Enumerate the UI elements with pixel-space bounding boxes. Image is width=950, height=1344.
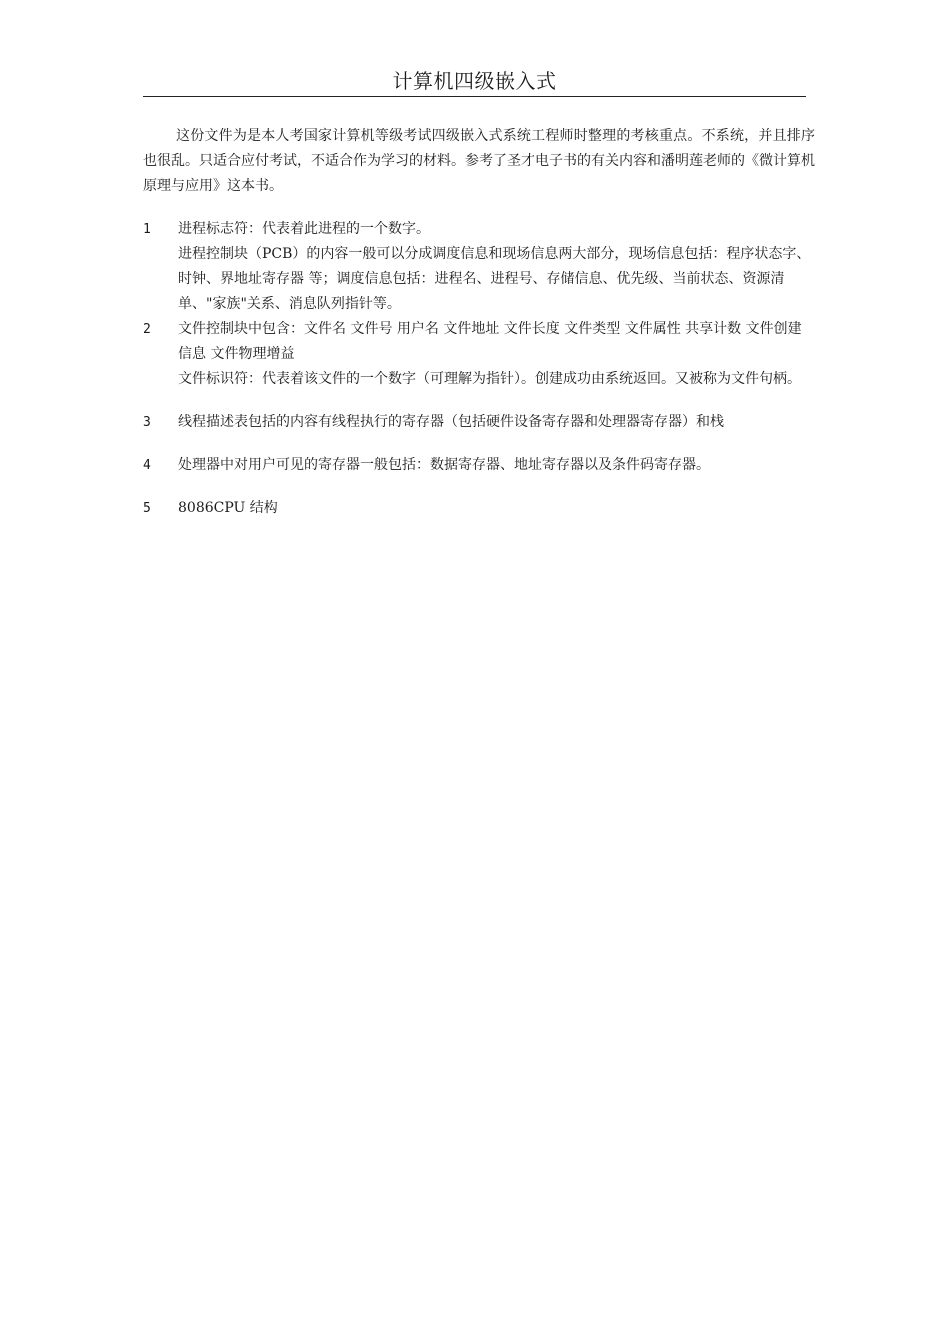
item-text: 进程控制块（PCB）的内容一般可以分成调度信息和现场信息两大部分，现场信息包括：程序状态字、时钟、界地址寄存器 等；调度信息包括：进程名、进程号、存储信息、优先级、当前状态、资源清单、"家族"关系、消息队列指针等。 <box>178 246 811 312</box>
list-item-2 <box>143 317 815 392</box>
item-text: 8086CPU 结构 <box>178 500 278 516</box>
item-number: 3 <box>143 415 151 430</box>
list-item-3 <box>143 410 815 435</box>
intro-paragraph: 这份文件为是本人考国家计算机等级考试四级嵌入式系统工程师时整理的考核重点。不系统，并且排序也很乱。只适合应付考试，不适合作为学习的材料。参考了圣才电子书的有关内容和潘明莲老师的《微计算机原理与应用》这本书。 <box>143 128 815 194</box>
list-item-1 <box>143 217 815 317</box>
document-body <box>143 124 815 521</box>
item-number: 4 <box>143 458 151 473</box>
list-item-4 <box>143 453 815 478</box>
header-title: 计算机四级嵌入式 <box>392 69 557 93</box>
item-number: 1 <box>143 222 151 237</box>
page-header <box>143 66 806 97</box>
item-text: 进程标志符：代表着此进程的一个数字。 <box>178 221 430 237</box>
list-item-5 <box>143 496 815 521</box>
item-text: 处理器中对用户可见的寄存器一般包括：数据寄存器、地址寄存器以及条件码寄存器。 <box>178 457 710 473</box>
item-number: 5 <box>143 501 151 516</box>
item-number: 2 <box>143 322 151 337</box>
item-text: 文件控制块中包含：文件名 文件号 用户名 文件地址 文件长度 文件类型 文件属性 共享计数 文件创建信息 文件物理增益 <box>178 321 802 362</box>
item-text: 线程描述表包括的内容有线程执行的寄存器（包括硬件设备寄存器和处理器寄存器）和栈 <box>178 414 724 430</box>
item-extra-text: 文件标识符：代表着该文件的一个数字（可理解为指针）。创建成功由系统返回。又被称为文件句柄。 <box>178 371 801 387</box>
